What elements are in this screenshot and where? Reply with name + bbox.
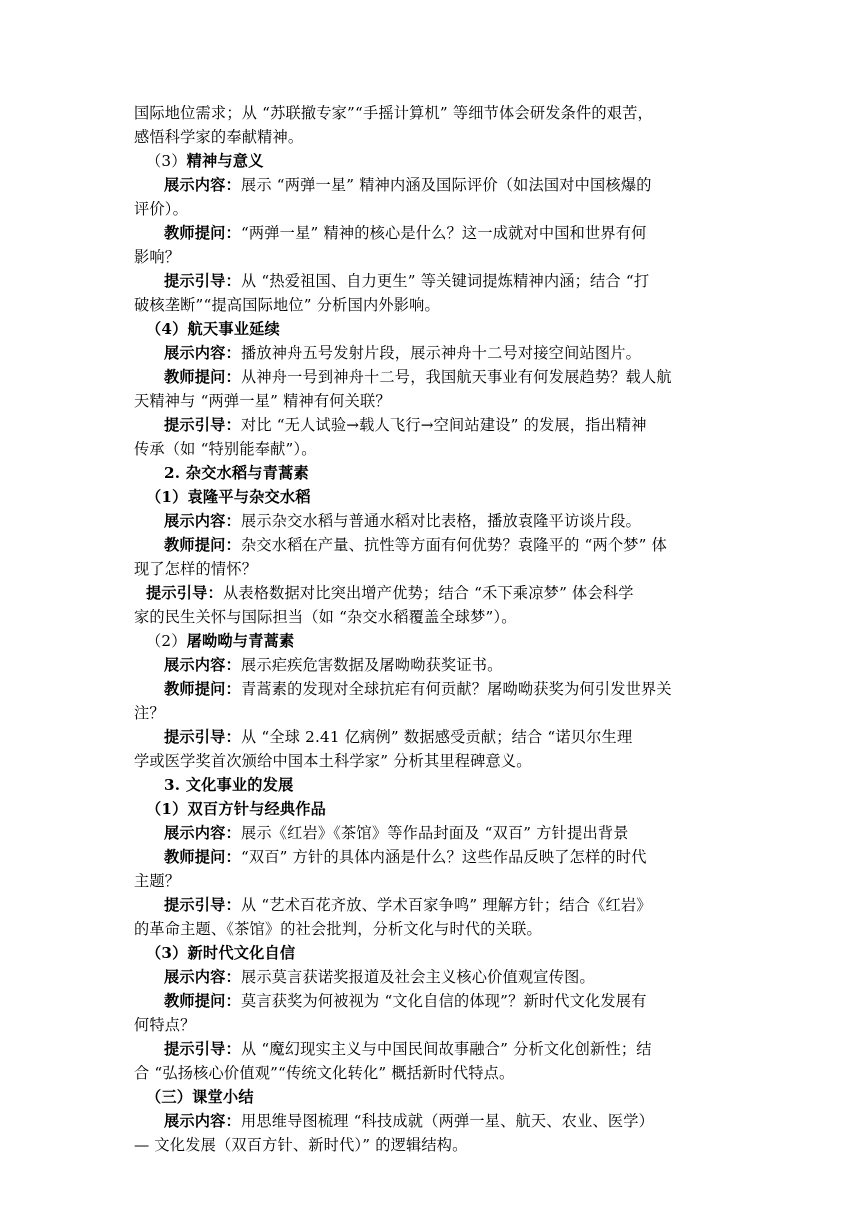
text-line: 天精神与 “两弹一星” 精神有何关联？ [134, 392, 391, 410]
section-heading: （1）袁隆平与杂交水稻 [146, 488, 311, 506]
text-line: 传承（如 “特别能奉献”）。 [134, 440, 317, 458]
text-line: 教师提问：青蒿素的发现对全球抗疟有何贡献？屠呦呦获奖为何引发世界关 [164, 680, 672, 698]
section-heading: （3）精神与意义 [146, 152, 264, 170]
text-line: 教师提问：从神舟一号到神舟十二号，我国航天事业有何发展趋势？载人航 [164, 368, 672, 386]
section-heading: （3）新时代文化自信 [146, 944, 296, 962]
section-heading: （2）屠呦呦与青蒿素 [146, 632, 295, 650]
text-line: 展示内容：展示莫言获诺奖报道及社会主义核心价值观宣传图。 [164, 968, 595, 986]
text-line: 提示引导：从 “艺术百花齐放、学术百家争鸣” 理解方针；结合《红岩》 [164, 896, 652, 914]
text-line: 主题？ [134, 872, 181, 890]
section-heading: 3. 文化事业的发展 [164, 776, 294, 794]
text-line: 提示引导：从表格数据对比突出增产优势；结合 “禾下乘凉梦” 体会科学 [146, 584, 634, 602]
text-line: 何特点？ [134, 1016, 196, 1034]
text-line: 展示内容：展示疟疾危害数据及屠呦呦获奖证书。 [164, 656, 503, 674]
text-line: 注？ [134, 704, 165, 722]
text-line: 展示内容：展示杂交水稻与普通水稻对比表格，播放袁隆平访谈片段。 [164, 512, 642, 530]
section-heading: （4）航天事业延续 [146, 320, 280, 338]
text-line: 展示内容：展示 “两弹一星” 精神内涵及国际评价（如法国对中国核爆的 [164, 176, 652, 194]
text-line: 合 “弘扬核心价值观”“传统文化转化” 概括新时代特点。 [134, 1064, 515, 1082]
text-line: 感悟科学家的奉献精神。 [134, 128, 304, 146]
text-line: 评价）。 [134, 200, 188, 218]
text-line: 教师提问：“双百” 方针的具体内涵是什么？这些作品反映了怎样的时代 [164, 848, 647, 866]
text-line: 展示内容：展示《红岩》《茶馆》等作品封面及 “双百” 方针提出背景 [164, 824, 629, 842]
text-line: 教师提问：“两弹一星” 精神的核心是什么？这一成就对中国和世界有何 [164, 224, 647, 242]
text-line: 提示引导：从 “魔幻现实主义与中国民间故事融合” 分析文化创新性；结 [164, 1040, 652, 1058]
text-line: 展示内容：用思维导图梳理 “科技成就（两弹一星、航天、农业、医学） [164, 1112, 655, 1130]
text-line: 学或医学奖首次颁给中国本土科学家” 分析其里程碑意义。 [134, 752, 532, 770]
text-line: 现了怎样的情怀？ [134, 560, 258, 578]
text-line: 提示引导：对比 “无人试验→载人飞行→空间站建设” 的发展，指出精神 [164, 416, 647, 434]
section-heading: （1）双百方针与经典作品 [146, 800, 327, 818]
text-line: 家的民生关怀与国际担当（如 “杂交水稻覆盖全球梦”）。 [134, 608, 517, 626]
text-line: 提示引导：从 “热爱祖国、自力更生” 等关键词提炼精神内涵；结合 “打 [164, 272, 650, 290]
text-line: 的革命主题、《茶馆》的社会批判，分析文化与时代的关联。 [134, 920, 542, 938]
text-line: 破核垄断”“提高国际地位” 分析国内外影响。 [134, 296, 440, 314]
text-line: 教师提问：杂交水稻在产量、抗性等方面有何优势？袁隆平的 “两个梦” 体 [164, 536, 667, 554]
text-line: 国际地位需求；从 “苏联撤专家”“手摇计算机” 等细节体会研发条件的艰苦， [134, 104, 653, 122]
text-line: 影响？ [134, 248, 181, 266]
text-line: 教师提问：莫言获奖为何被视为 “文化自信的体现”？新时代文化发展有 [164, 992, 647, 1010]
text-line: 提示引导：从 “全球 2.41 亿病例” 数据感受贡献；结合 “诺贝尔生理 [164, 728, 633, 746]
section-heading: （三）课堂小结 [146, 1088, 254, 1106]
text-line: 展示内容：播放神舟五号发射片段，展示神舟十二号对接空间站图片。 [164, 344, 642, 362]
text-line: — 文化发展（双百方针、新时代）” 的逻辑结构。 [134, 1136, 468, 1154]
section-heading: 2. 杂交水稻与青蒿素 [164, 464, 309, 482]
